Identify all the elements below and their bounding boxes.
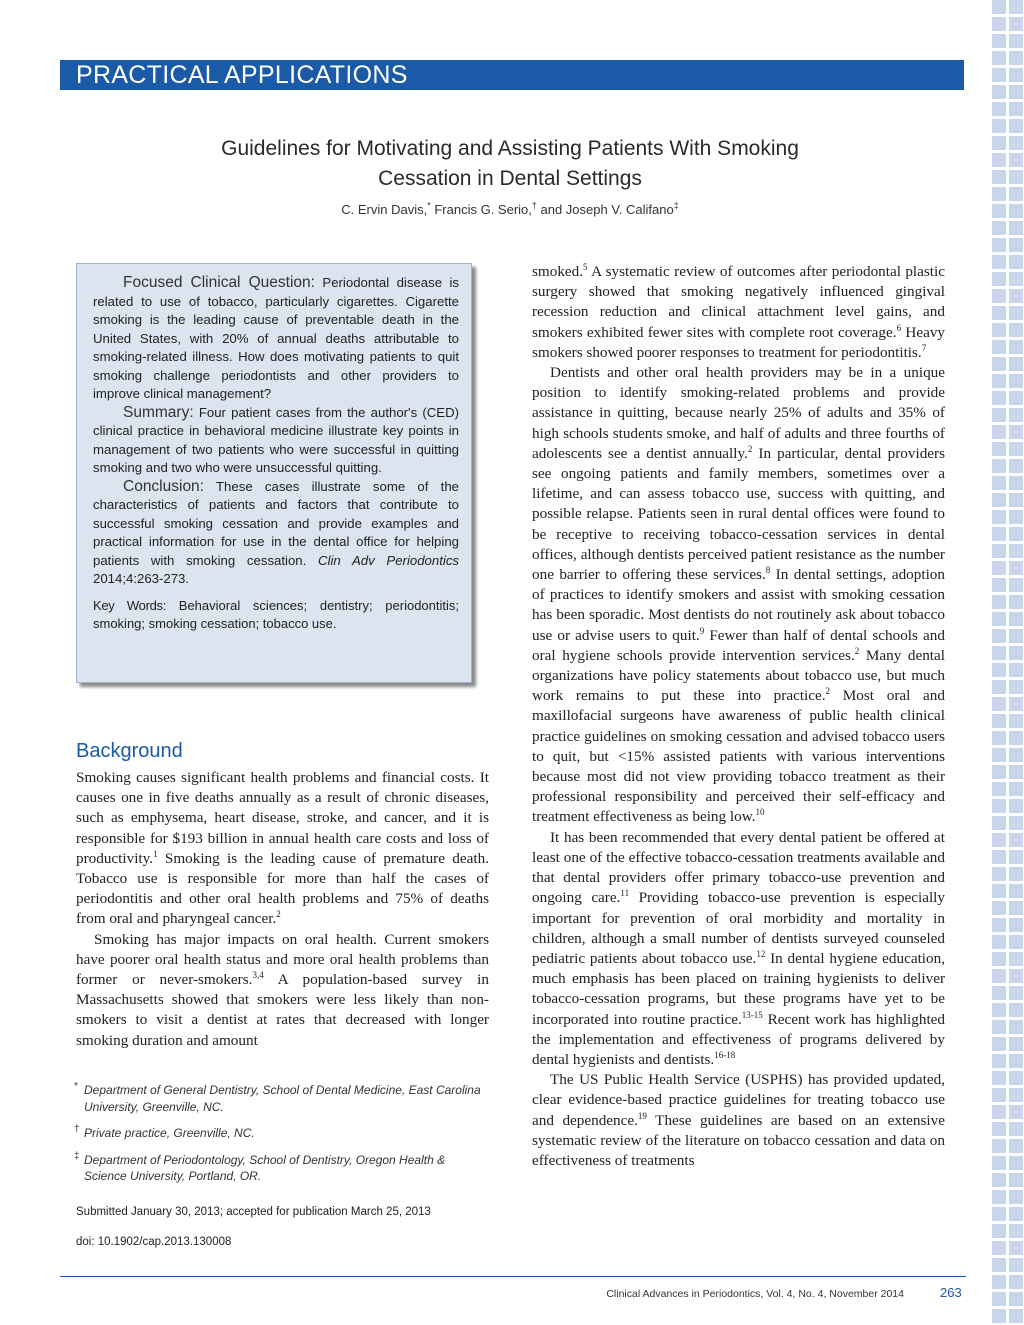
citation-ref: 2: [276, 909, 281, 920]
text-run: Fewer than half of dental schools and oral hygiene schools provide intervention services.: [532, 626, 945, 664]
doi-link[interactable]: doi: 10.1902/cap.2013.130008: [76, 1236, 232, 1248]
text-run: The US Public Health Service (USPHS) has provided updated, clear evidence-based practice guidelines for treating tobacco use and dependence.: [532, 1071, 945, 1129]
text-run: Recent work has highlighted the implementation and effectiveness of programs delivered by dental hygienists and dentists.: [532, 1010, 945, 1068]
keywords-text: Behavioral sciences; dentistry; periodontitis; smoking; smoking cessation; tobacco use.: [93, 597, 460, 631]
abstract-question-text: Periodontal disease is related to use of tobacco, particularly cigarettes. Cigarette smoking is the leading cause of preventable death in the United States, with 20% of annual deaths attributable to smoking-related illness. How does motivating patients to quit smoking challenge periodontists and other providers to improve clinical management?: [93, 275, 460, 401]
text-run: A population-based survey in Massachusetts showed that smokers were less likely than non-smokers to visit a dentist at rates that decreased with longer smoking duration and amount: [76, 971, 489, 1049]
footnote: [76, 1082, 490, 1115]
citation-journal: Clin Adv Periodontics: [318, 552, 460, 568]
citation-ref: 7: [921, 342, 927, 353]
affiliation-mark: ‡: [673, 200, 679, 211]
footnote-mark: *: [74, 1081, 78, 1092]
body-paragraph-1: [532, 262, 945, 363]
author-name: C. Ervin Davis,: [341, 202, 428, 217]
citation-ref: 1: [153, 848, 158, 859]
text-run: smoked.: [532, 263, 584, 280]
text-run: In dental settings, adoption of practices to identify smokers and assist with smoking cessation has been sporadic. Most dentists do not routinely ask about tobacco use or advise users to quit.: [532, 566, 945, 644]
text-run: It has been recommended that every dental patient be offered at least one of the effective tobacco-cessation treatments available and that dental providers offer primary tobacco-use prevention and ongoing care.: [532, 828, 945, 907]
affiliation-footnotes: [76, 1082, 490, 1195]
footer-rule: [60, 1276, 966, 1277]
citation-ref: 10: [755, 807, 765, 818]
body-paragraph-2: [532, 363, 945, 828]
footnote: [76, 1125, 490, 1142]
text-run: In dental hygiene education, much emphasis has been placed on training hygienists to deliver tobacco-cessation programs, but these programs have yet to be incorporated into routine practice.: [532, 949, 946, 1028]
page-number: 263: [940, 1285, 962, 1300]
text-run: In particular, dental providers see ongoing patients and family members, sometimes over a lifetime, and can assess tobacco use, success with quitting, and possible relapse. Patients seen in rural dental offices were found to be receptive to receiving tobacco-cessation services in dental offices, although dentists perceived patient resistance as the number one barrier to offering these services.: [532, 444, 945, 584]
citation-ref: 2: [854, 645, 860, 656]
background-paragraph-1: [76, 768, 489, 930]
text-run: Many dental organizations have policy statements about tobacco use, but much work remains to put these into practice.: [532, 646, 945, 705]
background-paragraph-2: [76, 930, 489, 1051]
citation-ref: 19: [637, 1110, 647, 1121]
journal-footer: Clinical Advances in Periodontics, Vol. 4, No. 4, November 2014: [606, 1288, 904, 1300]
citation-ref: 5: [583, 261, 588, 272]
citation-ref: 11: [620, 888, 630, 899]
text-run: Most oral and maxillofacial surgeons have awareness of public health clinical practice guidelines on smoking cessation and advised tobacco users to quit, but <15% assisted patients with various interventions because most did not view providing tobacco treatment as their professional responsibility and perceived their self-efficacy and treatment effectiveness as being low.: [532, 687, 945, 826]
text-run: Smoking causes significant health problems and financial costs. It causes one in five deaths annually as a result of chronic diseases, such as emphysema, heart disease, stroke, and cancer, and it is responsible for $193 billion in annual health care costs and loss of productivity.: [76, 769, 489, 867]
text-run: Dentists and other oral health providers may be in a unique position to identify smoking-related problems and provide assistance in quitting, because nearly 25% of adults and 35% of high schools students smoke, and half of adults and three fourths of adolescents see a dentist annually.: [532, 364, 945, 462]
citation-ref: 16-18: [714, 1049, 736, 1060]
abstract-conclusion-head: Conclusion:: [123, 477, 204, 495]
footnote-text: Private practice, Greenville, NC.: [84, 1126, 255, 1140]
author-name: and Joseph V. Califano: [536, 202, 674, 217]
background-heading: Background: [76, 740, 183, 762]
body-paragraph-4: [532, 1070, 945, 1171]
citation-ref: 6: [896, 322, 902, 333]
keywords-head: Key Words:: [93, 597, 167, 613]
text-run: Smoking is the leading cause of premature death. Tobacco use is responsible for more than half the cases of periodontitis and other oral health problems and 75% of deaths from oral and pharyngeal cancer.: [76, 849, 489, 928]
body-column-right: [532, 262, 945, 1171]
submission-dates: Submitted January 30, 2013; accepted for publication March 25, 2013: [76, 1206, 431, 1218]
footnote-mark: †: [74, 1124, 80, 1135]
citation-ref: 8: [765, 564, 771, 575]
text-run: A systematic review of outcomes after periodontal plastic surgery showed that smoking negatively influenced gingival recession reduction and clinical attachment level gains, and smokers exhibited fewer sites with complete root coverage.: [532, 263, 945, 341]
title-line-1: Guidelines for Motivating and Assisting Patients With Smoking: [221, 137, 799, 160]
footnote-text: Department of General Dentistry, School of Dental Medicine, East Carolina University, Greenville, NC.: [84, 1083, 481, 1114]
text-run: These guidelines are based on an extensive systematic review of the literature on tobacco cessation and data on effectiveness of treatments: [532, 1111, 945, 1169]
citation-ref: 12: [756, 948, 766, 959]
abstract-keywords: [93, 597, 459, 634]
citation-ref: 2: [825, 686, 831, 697]
abstract-box: [76, 263, 472, 683]
author-list: [100, 202, 920, 217]
affiliation-mark: †: [531, 200, 537, 211]
abstract-question: [93, 274, 459, 404]
footnote-text: Department of Periodontology, School of Dentistry, Oregon Health & Science University, Portland, OR.: [84, 1152, 446, 1183]
footnote: [76, 1152, 490, 1185]
abstract-summary: [93, 404, 459, 478]
article-title: [100, 134, 920, 194]
abstract-conclusion: [93, 478, 459, 589]
citation-rest: 2014;4:263-273.: [93, 571, 190, 586]
text-run: Smoking has major impacts on oral health. Current smokers have poorer oral health status and more oral health problems than former or never-smokers.: [76, 930, 489, 989]
body-paragraph-3: [532, 828, 945, 1070]
title-line-2: Cessation in Dental Settings: [378, 167, 642, 190]
body-column-left: [76, 768, 489, 1051]
citation-ref: 2: [747, 443, 753, 454]
footnote-mark: ‡: [74, 1150, 80, 1162]
citation-ref: 13-15: [741, 1009, 763, 1020]
decorative-edge-strip: [992, 0, 1024, 1325]
citation-ref: 9: [699, 625, 705, 636]
affiliation-mark: *: [427, 200, 431, 211]
abstract-summary-head: Summary:: [123, 403, 194, 421]
text-run: Heavy smokers showed poorer responses to treatment for periodontitis.: [532, 323, 946, 361]
citation-ref: 3,4: [252, 969, 264, 980]
text-run: Providing tobacco-use prevention is especially important for prevention of oral morbidity and mortality in children, although a small number of dentists surveyed counseled pediatric patients about tobacco use.: [532, 889, 945, 967]
abstract-conclusion-text: These cases illustrate some of the characteristics of patients and factors that contribute to successful smoking cessation and provide examples and practical information for use in the dental office for helping patients with smoking cessation.: [93, 478, 459, 568]
abstract-question-head: Focused Clinical Question:: [123, 274, 315, 291]
abstract-summary-text: Four patient cases from the author's (CED) clinical practice in behavioral medicine illustrate key points in management of two patients who were successful in quitting smoking and two who were unsuccessful quitting.: [93, 404, 459, 475]
section-banner: PRACTICAL APPLICATIONS: [60, 60, 964, 90]
author-name: Francis G. Serio,: [430, 202, 532, 217]
